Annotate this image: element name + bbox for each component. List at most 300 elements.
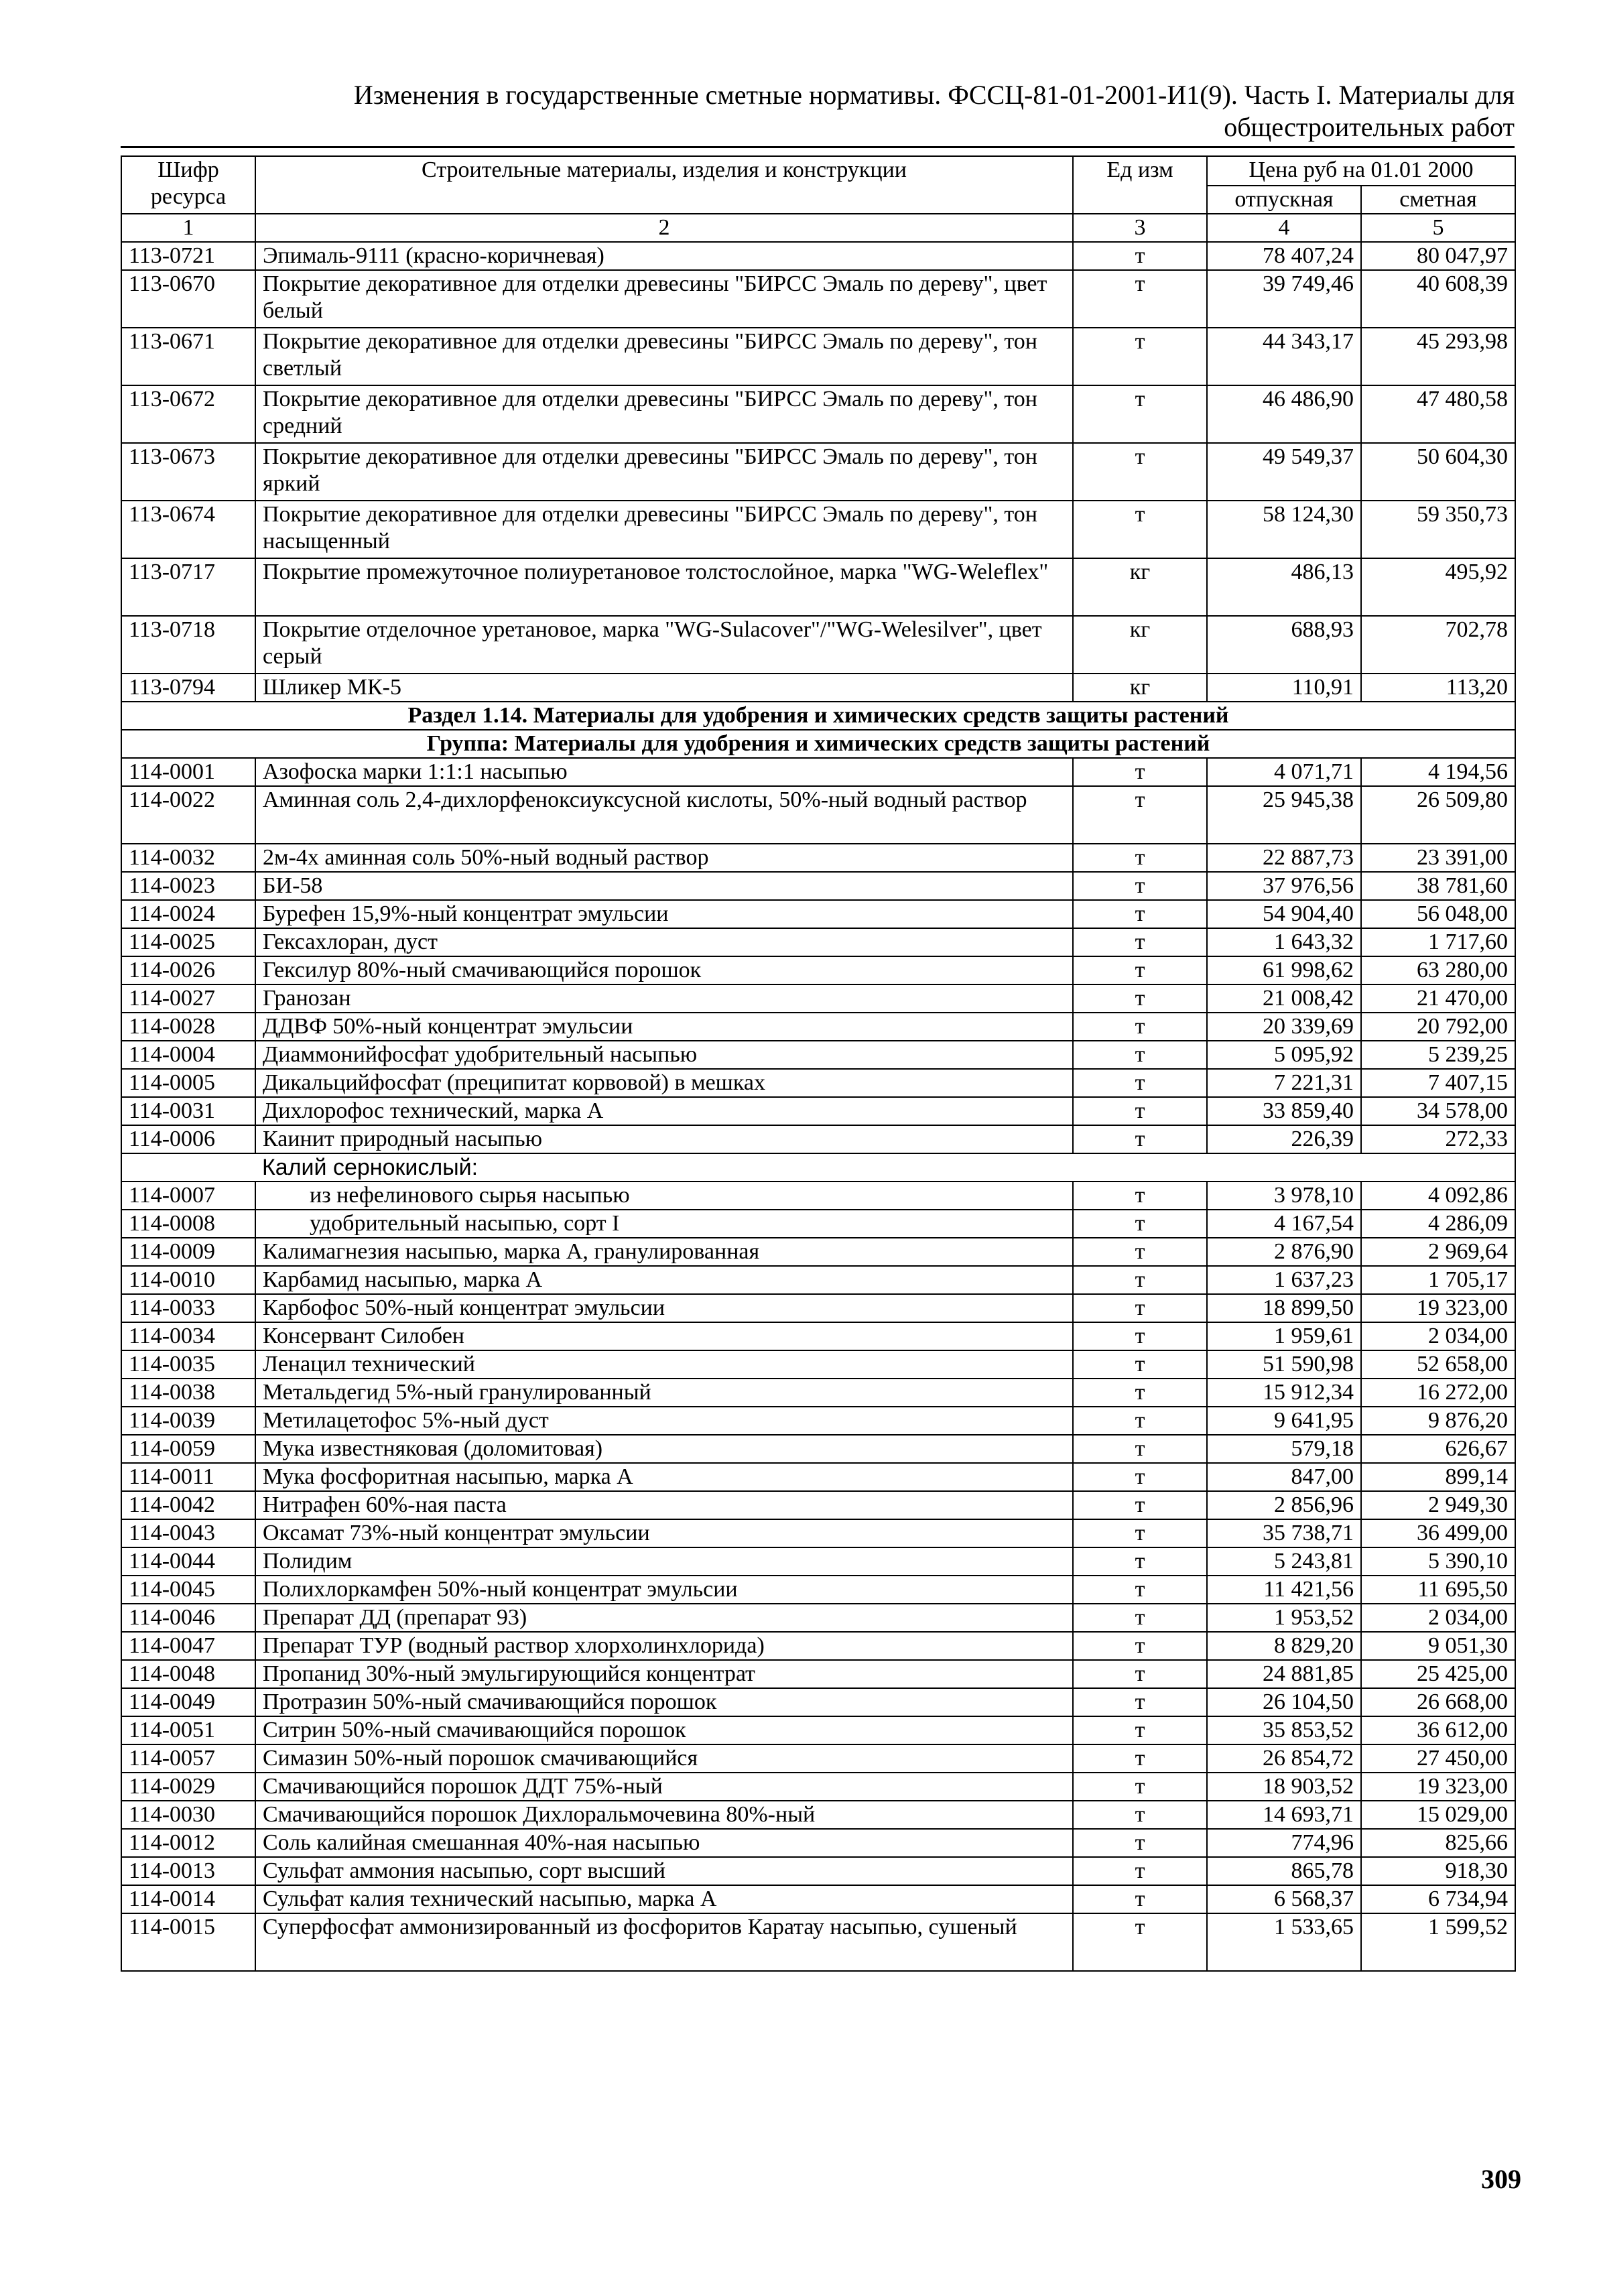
price-estimate: 4 286,09 <box>1361 1210 1515 1238</box>
price-wholesale: 39 749,46 <box>1207 270 1361 328</box>
material-name: Шликер МК-5 <box>255 674 1073 702</box>
material-name: Консервант Силобен <box>255 1322 1073 1350</box>
col-header-name: Строительные материалы, изделия и конструкции <box>255 156 1073 214</box>
unit: т <box>1073 758 1207 786</box>
material-name: Карбамид насыпью, марка А <box>255 1266 1073 1294</box>
unit: т <box>1073 1350 1207 1379</box>
unit: т <box>1073 1801 1207 1829</box>
group-title-row <box>121 730 1515 758</box>
table-row <box>121 1069 1515 1097</box>
unit: кг <box>1073 616 1207 674</box>
price-estimate: 9 051,30 <box>1361 1632 1515 1660</box>
resource-code: 114-0044 <box>121 1547 255 1576</box>
price-wholesale: 5 243,81 <box>1207 1547 1361 1576</box>
resource-code: 113-0673 <box>121 443 255 501</box>
table-row <box>121 1407 1515 1435</box>
table-row <box>121 1604 1515 1632</box>
price-wholesale: 4 071,71 <box>1207 758 1361 786</box>
price-wholesale: 1 643,32 <box>1207 928 1361 956</box>
price-estimate: 702,78 <box>1361 616 1515 674</box>
material-name: Протразин 50%-ный смачивающийся порошок <box>255 1688 1073 1716</box>
col-number: 5 <box>1361 214 1515 242</box>
section-title: Раздел 1.14. Материалы для удобрения и химических средств защиты растений <box>121 702 1515 730</box>
price-estimate: 272,33 <box>1361 1125 1515 1153</box>
price-estimate: 2 949,30 <box>1361 1491 1515 1519</box>
price-estimate: 19 323,00 <box>1361 1773 1515 1801</box>
table-row <box>121 956 1515 984</box>
table-row <box>121 1801 1515 1829</box>
price-estimate: 4 092,86 <box>1361 1182 1515 1210</box>
price-wholesale: 6 568,37 <box>1207 1885 1361 1913</box>
header-rule <box>121 146 1515 148</box>
table-row <box>121 984 1515 1013</box>
unit: т <box>1073 1576 1207 1604</box>
table-row <box>121 1744 1515 1773</box>
material-name: Соль калийная смешанная 40%-ная насыпью <box>255 1829 1073 1857</box>
price-estimate: 1 599,52 <box>1361 1913 1515 1971</box>
table-row <box>121 1294 1515 1322</box>
unit: т <box>1073 1210 1207 1238</box>
unit: т <box>1073 984 1207 1013</box>
unit: т <box>1073 501 1207 558</box>
price-wholesale: 11 421,56 <box>1207 1576 1361 1604</box>
price-wholesale: 226,39 <box>1207 1125 1361 1153</box>
price-estimate: 918,30 <box>1361 1857 1515 1885</box>
unit: т <box>1073 1716 1207 1744</box>
resource-code: 114-0046 <box>121 1604 255 1632</box>
material-name: Гранозан <box>255 984 1073 1013</box>
material-name: Бурефен 15,9%-ный концентрат эмульсии <box>255 900 1073 928</box>
col-header-unit: Ед изм <box>1073 156 1207 214</box>
unit: т <box>1073 1547 1207 1576</box>
price-estimate: 63 280,00 <box>1361 956 1515 984</box>
unit: т <box>1073 1829 1207 1857</box>
material-name: из нефелинового сырья насыпью <box>255 1182 1073 1210</box>
col-number: 2 <box>255 214 1073 242</box>
resource-code: 114-0026 <box>121 956 255 984</box>
price-estimate: 26 509,80 <box>1361 786 1515 844</box>
material-name: Калимагнезия насыпью, марка А, гранулированная <box>255 1238 1073 1266</box>
price-estimate: 59 350,73 <box>1361 501 1515 558</box>
price-estimate: 6 734,94 <box>1361 1885 1515 1913</box>
material-name: Нитрафен 60%-ная паста <box>255 1491 1073 1519</box>
resource-code: 113-0671 <box>121 328 255 385</box>
material-name: Суперфосфат аммонизированный из фосфоритов Каратау насыпью, сушеный <box>255 1913 1073 1971</box>
table-row <box>121 1632 1515 1660</box>
unit: т <box>1073 242 1207 270</box>
table-row <box>121 1350 1515 1379</box>
unit: т <box>1073 1097 1207 1125</box>
price-wholesale: 847,00 <box>1207 1463 1361 1491</box>
unit: т <box>1073 1519 1207 1547</box>
resource-code: 114-0057 <box>121 1744 255 1773</box>
price-estimate: 113,20 <box>1361 674 1515 702</box>
table-row <box>121 558 1515 616</box>
resource-code: 114-0022 <box>121 786 255 844</box>
unit: т <box>1073 1604 1207 1632</box>
unit: т <box>1073 1069 1207 1097</box>
table-row <box>121 1182 1515 1210</box>
price-estimate: 36 499,00 <box>1361 1519 1515 1547</box>
price-wholesale: 78 407,24 <box>1207 242 1361 270</box>
table-row <box>121 1435 1515 1463</box>
resource-code: 114-0045 <box>121 1576 255 1604</box>
resource-code: 114-0023 <box>121 872 255 900</box>
price-wholesale: 18 903,52 <box>1207 1773 1361 1801</box>
table-row <box>121 928 1515 956</box>
price-wholesale: 1 959,61 <box>1207 1322 1361 1350</box>
price-estimate: 825,66 <box>1361 1829 1515 1857</box>
resource-code: 114-0039 <box>121 1407 255 1435</box>
table-row <box>121 1210 1515 1238</box>
resource-code: 113-0670 <box>121 270 255 328</box>
unit: т <box>1073 1182 1207 1210</box>
unit: т <box>1073 1491 1207 1519</box>
table-header-row <box>121 156 1515 186</box>
resource-code: 114-0004 <box>121 1041 255 1069</box>
price-estimate: 16 272,00 <box>1361 1379 1515 1407</box>
price-wholesale: 26 854,72 <box>1207 1744 1361 1773</box>
price-estimate: 56 048,00 <box>1361 900 1515 928</box>
unit: т <box>1073 1322 1207 1350</box>
unit: т <box>1073 1238 1207 1266</box>
material-name: Покрытие отделочное уретановое, марка "WG-Sulacover"/"WG-Welesilver", цвет серый <box>255 616 1073 674</box>
price-estimate: 626,67 <box>1361 1435 1515 1463</box>
price-wholesale: 579,18 <box>1207 1435 1361 1463</box>
price-wholesale: 14 693,71 <box>1207 1801 1361 1829</box>
material-name: Покрытие декоративное для отделки древесины "БИРСС Эмаль по дереву", тон средний <box>255 385 1073 443</box>
resource-code: 114-0032 <box>121 844 255 872</box>
unit: т <box>1073 443 1207 501</box>
price-wholesale: 58 124,30 <box>1207 501 1361 558</box>
price-estimate: 9 876,20 <box>1361 1407 1515 1435</box>
unit: т <box>1073 1294 1207 1322</box>
table-row <box>121 1463 1515 1491</box>
table-row <box>121 1547 1515 1576</box>
price-wholesale: 8 829,20 <box>1207 1632 1361 1660</box>
price-wholesale: 26 104,50 <box>1207 1688 1361 1716</box>
table-row <box>121 1125 1515 1153</box>
material-name: Дихлорофос технический, марка А <box>255 1097 1073 1125</box>
resource-code: 114-0007 <box>121 1182 255 1210</box>
resource-code: 113-0674 <box>121 501 255 558</box>
resource-code: 113-0718 <box>121 616 255 674</box>
price-estimate: 2 034,00 <box>1361 1604 1515 1632</box>
price-wholesale: 7 221,31 <box>1207 1069 1361 1097</box>
col-number: 3 <box>1073 214 1207 242</box>
table-row <box>121 872 1515 900</box>
material-name: Покрытие декоративное для отделки древесины "БИРСС Эмаль по дереву", тон насыщенный <box>255 501 1073 558</box>
price-estimate: 495,92 <box>1361 558 1515 616</box>
material-name: Диаммонийфосфат удобрительный насыпью <box>255 1041 1073 1069</box>
resource-code: 114-0013 <box>121 1857 255 1885</box>
price-table <box>121 155 1516 1972</box>
unit: кг <box>1073 674 1207 702</box>
price-wholesale: 688,93 <box>1207 616 1361 674</box>
price-wholesale: 3 978,10 <box>1207 1182 1361 1210</box>
unit: т <box>1073 1660 1207 1688</box>
resource-code: 114-0024 <box>121 900 255 928</box>
unit: т <box>1073 1407 1207 1435</box>
table-row <box>121 786 1515 844</box>
table-row <box>121 501 1515 558</box>
group-title: Группа: Материалы для удобрения и химических средств защиты растений <box>121 730 1515 758</box>
resource-code: 114-0001 <box>121 758 255 786</box>
table-row <box>121 1013 1515 1041</box>
resource-code: 114-0006 <box>121 1125 255 1153</box>
resource-code: 114-0012 <box>121 1829 255 1857</box>
table-row <box>121 242 1515 270</box>
material-name: Покрытие декоративное для отделки древесины "БИРСС Эмаль по дереву", тон яркий <box>255 443 1073 501</box>
table-row <box>121 1829 1515 1857</box>
price-estimate: 1 705,17 <box>1361 1266 1515 1294</box>
price-wholesale: 35 853,52 <box>1207 1716 1361 1744</box>
price-estimate: 36 612,00 <box>1361 1716 1515 1744</box>
unit: т <box>1073 1379 1207 1407</box>
price-wholesale: 2 876,90 <box>1207 1238 1361 1266</box>
resource-code: 114-0015 <box>121 1913 255 1971</box>
table-row <box>121 1857 1515 1885</box>
table-row <box>121 1041 1515 1069</box>
unit: т <box>1073 872 1207 900</box>
resource-code: 114-0047 <box>121 1632 255 1660</box>
section-title-row <box>121 702 1515 730</box>
unit: т <box>1073 786 1207 844</box>
price-estimate: 4 194,56 <box>1361 758 1515 786</box>
material-name: БИ-58 <box>255 872 1073 900</box>
material-name: Карбофос 50%-ный концентрат эмульсии <box>255 1294 1073 1322</box>
unit: т <box>1073 928 1207 956</box>
unit: т <box>1073 1013 1207 1041</box>
price-estimate: 34 578,00 <box>1361 1097 1515 1125</box>
price-wholesale: 51 590,98 <box>1207 1350 1361 1379</box>
unit: т <box>1073 1266 1207 1294</box>
unit: т <box>1073 1885 1207 1913</box>
price-wholesale: 44 343,17 <box>1207 328 1361 385</box>
resource-code: 114-0027 <box>121 984 255 1013</box>
col-header-estimate: сметная <box>1361 186 1515 214</box>
material-name: Дикальцийфосфат (преципитат корвовой) в мешках <box>255 1069 1073 1097</box>
price-wholesale: 21 008,42 <box>1207 984 1361 1013</box>
table-row <box>121 1266 1515 1294</box>
price-estimate: 15 029,00 <box>1361 1801 1515 1829</box>
table-row <box>121 328 1515 385</box>
material-name: Симазин 50%-ный порошок смачивающийся <box>255 1744 1073 1773</box>
price-estimate: 45 293,98 <box>1361 328 1515 385</box>
price-wholesale: 46 486,90 <box>1207 385 1361 443</box>
material-name: Метилацетофос 5%-ный дуст <box>255 1407 1073 1435</box>
resource-code: 114-0010 <box>121 1266 255 1294</box>
material-name: ДДВФ 50%-ный концентрат эмульсии <box>255 1013 1073 1041</box>
unit: кг <box>1073 558 1207 616</box>
table-row <box>121 1885 1515 1913</box>
table-row <box>121 1773 1515 1801</box>
resource-code: 114-0035 <box>121 1350 255 1379</box>
price-wholesale: 774,96 <box>1207 1829 1361 1857</box>
price-wholesale: 486,13 <box>1207 558 1361 616</box>
table-row <box>121 1238 1515 1266</box>
price-wholesale: 865,78 <box>1207 1857 1361 1885</box>
price-wholesale: 9 641,95 <box>1207 1407 1361 1435</box>
price-wholesale: 1 953,52 <box>1207 1604 1361 1632</box>
price-wholesale: 35 738,71 <box>1207 1519 1361 1547</box>
material-name: Ленацил технический <box>255 1350 1073 1379</box>
unit: т <box>1073 1463 1207 1491</box>
material-name: Мука фосфоритная насыпью, марка А <box>255 1463 1073 1491</box>
resource-code: 114-0014 <box>121 1885 255 1913</box>
price-estimate: 50 604,30 <box>1361 443 1515 501</box>
table-row <box>121 1688 1515 1716</box>
material-name: Покрытие декоративное для отделки древесины "БИРСС Эмаль по дереву", тон светлый <box>255 328 1073 385</box>
resource-code: 114-0059 <box>121 1435 255 1463</box>
material-name: Каинит природный насыпью <box>255 1125 1073 1153</box>
price-estimate: 40 608,39 <box>1361 270 1515 328</box>
resource-code: 114-0051 <box>121 1716 255 1744</box>
price-estimate: 47 480,58 <box>1361 385 1515 443</box>
table-row <box>121 758 1515 786</box>
price-wholesale: 49 549,37 <box>1207 443 1361 501</box>
resource-code: 114-0038 <box>121 1379 255 1407</box>
unit: т <box>1073 1744 1207 1773</box>
material-name: удобрительный насыпью, сорт I <box>255 1210 1073 1238</box>
table-row <box>121 1519 1515 1547</box>
table-row <box>121 1913 1515 1971</box>
resource-code: 114-0025 <box>121 928 255 956</box>
resource-code: 114-0034 <box>121 1322 255 1350</box>
material-name: Мука известняковая (доломитовая) <box>255 1435 1073 1463</box>
price-estimate: 5 390,10 <box>1361 1547 1515 1576</box>
table-row <box>121 443 1515 501</box>
running-header-line-2: общестроительных работ <box>1224 112 1515 142</box>
material-name: Гексилур 80%-ный смачивающийся порошок <box>255 956 1073 984</box>
material-name: Полихлоркамфен 50%-ный концентрат эмульсии <box>255 1576 1073 1604</box>
material-name: Препарат ТУР (водный раствор хлорхолинхлорида) <box>255 1632 1073 1660</box>
resource-code: 113-0672 <box>121 385 255 443</box>
unit: т <box>1073 900 1207 928</box>
material-name: Сульфат аммония насыпью, сорт высший <box>255 1857 1073 1885</box>
price-estimate: 2 969,64 <box>1361 1238 1515 1266</box>
resource-code: 114-0049 <box>121 1688 255 1716</box>
running-header-line-1: Изменения в государственные сметные нормативы. ФССЦ-81-01-2001-И1(9). Часть I. Материалы для <box>353 80 1515 110</box>
price-wholesale: 37 976,56 <box>1207 872 1361 900</box>
resource-code: 113-0721 <box>121 242 255 270</box>
price-estimate: 23 391,00 <box>1361 844 1515 872</box>
price-estimate: 899,14 <box>1361 1463 1515 1491</box>
table-row <box>121 1491 1515 1519</box>
price-wholesale: 18 899,50 <box>1207 1294 1361 1322</box>
unit: т <box>1073 1857 1207 1885</box>
material-name: Метальдегид 5%-ный гранулированный <box>255 1379 1073 1407</box>
price-wholesale: 54 904,40 <box>1207 900 1361 928</box>
price-estimate: 19 323,00 <box>1361 1294 1515 1322</box>
table-row <box>121 1097 1515 1125</box>
price-wholesale: 25 945,38 <box>1207 786 1361 844</box>
price-wholesale: 15 912,34 <box>1207 1379 1361 1407</box>
unit: т <box>1073 844 1207 872</box>
price-wholesale: 61 998,62 <box>1207 956 1361 984</box>
material-name: Смачивающийся порошок Дихлоральмочевина 80%-ный <box>255 1801 1073 1829</box>
resource-code: 114-0030 <box>121 1801 255 1829</box>
price-estimate: 27 450,00 <box>1361 1744 1515 1773</box>
material-name: Эпималь-9111 (красно-коричневая) <box>255 242 1073 270</box>
table-row <box>121 1322 1515 1350</box>
price-estimate: 20 792,00 <box>1361 1013 1515 1041</box>
resource-code: 114-0005 <box>121 1069 255 1097</box>
unit: т <box>1073 328 1207 385</box>
price-estimate: 80 047,97 <box>1361 242 1515 270</box>
material-name: Покрытие декоративное для отделки древесины "БИРСС Эмаль по дереву", цвет белый <box>255 270 1073 328</box>
price-estimate: 21 470,00 <box>1361 984 1515 1013</box>
unit: т <box>1073 956 1207 984</box>
unit: т <box>1073 270 1207 328</box>
material-name: Сульфат калия технический насыпью, марка А <box>255 1885 1073 1913</box>
col-header-price: Цена руб на 01.01 2000 <box>1207 156 1515 186</box>
unit: т <box>1073 1688 1207 1716</box>
material-name: Аминная соль 2,4-дихлорфеноксиуксусной кислоты, 50%-ный водный раствор <box>255 786 1073 844</box>
resource-code: 113-0717 <box>121 558 255 616</box>
price-wholesale: 2 856,96 <box>1207 1491 1361 1519</box>
price-estimate: 11 695,50 <box>1361 1576 1515 1604</box>
page-number: 309 <box>1481 2164 1521 2194</box>
material-name: Азофоска марки 1:1:1 насыпью <box>255 758 1073 786</box>
resource-code: 114-0029 <box>121 1773 255 1801</box>
price-wholesale: 33 859,40 <box>1207 1097 1361 1125</box>
resource-code: 114-0048 <box>121 1660 255 1688</box>
table-row <box>121 844 1515 872</box>
material-name: Препарат ДД (препарат 93) <box>255 1604 1073 1632</box>
material-name: Смачивающийся порошок ДДТ 75%-ный <box>255 1773 1073 1801</box>
table-row <box>121 1379 1515 1407</box>
table-row <box>121 385 1515 443</box>
col-number: 1 <box>121 214 255 242</box>
unit: т <box>1073 1125 1207 1153</box>
unit: т <box>1073 1632 1207 1660</box>
material-name: Ситрин 50%-ный смачивающийся порошок <box>255 1716 1073 1744</box>
subheading: Калий сернокислый: <box>255 1153 1515 1182</box>
material-name: Пропанид 30%-ный эмульгирующийся концентрат <box>255 1660 1073 1688</box>
price-estimate: 52 658,00 <box>1361 1350 1515 1379</box>
col-header-code: Шифр ресурса <box>121 156 255 214</box>
col-number: 4 <box>1207 214 1361 242</box>
table-row <box>121 616 1515 674</box>
price-estimate: 38 781,60 <box>1361 872 1515 900</box>
unit: т <box>1073 1913 1207 1971</box>
material-name: Полидим <box>255 1547 1073 1576</box>
price-wholesale: 1 533,65 <box>1207 1913 1361 1971</box>
price-wholesale: 1 637,23 <box>1207 1266 1361 1294</box>
column-number-row <box>121 214 1515 242</box>
price-wholesale: 20 339,69 <box>1207 1013 1361 1041</box>
table-row <box>121 900 1515 928</box>
table-row <box>121 270 1515 328</box>
price-estimate: 5 239,25 <box>1361 1041 1515 1069</box>
price-estimate: 25 425,00 <box>1361 1660 1515 1688</box>
resource-code: 114-0043 <box>121 1519 255 1547</box>
empty-cell <box>121 1153 255 1182</box>
price-estimate: 1 717,60 <box>1361 928 1515 956</box>
table-row <box>121 674 1515 702</box>
unit: т <box>1073 1773 1207 1801</box>
resource-code: 114-0011 <box>121 1463 255 1491</box>
resource-code: 114-0008 <box>121 1210 255 1238</box>
material-name: Гексахлоран, дуст <box>255 928 1073 956</box>
price-wholesale: 24 881,85 <box>1207 1660 1361 1688</box>
col-header-wholesale: отпускная <box>1207 186 1361 214</box>
unit: т <box>1073 385 1207 443</box>
resource-code: 114-0042 <box>121 1491 255 1519</box>
price-wholesale: 110,91 <box>1207 674 1361 702</box>
price-estimate: 7 407,15 <box>1361 1069 1515 1097</box>
